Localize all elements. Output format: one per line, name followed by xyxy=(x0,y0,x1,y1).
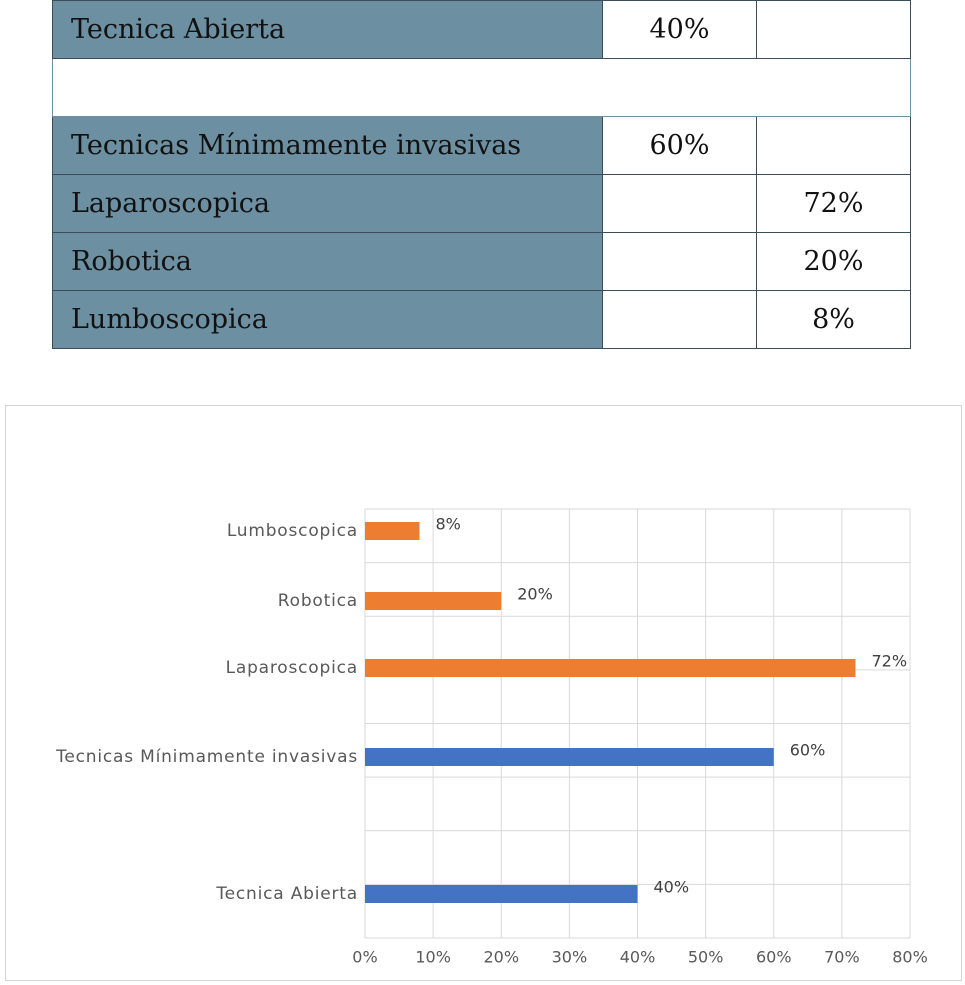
bar-chart xyxy=(1,1,965,985)
x-tick-label: 30% xyxy=(551,947,588,967)
bar-laparoscopica xyxy=(365,659,856,677)
x-tick-label: 40% xyxy=(619,947,656,967)
data-label: 20% xyxy=(517,584,553,604)
x-tick-label: 20% xyxy=(483,947,520,967)
table-cell-value: 40% xyxy=(603,1,757,59)
bar-lumboscopica xyxy=(365,522,420,540)
table-cell-value: 8% xyxy=(757,291,911,349)
bar-tecnicas-m-nimamente-invasivas xyxy=(365,748,774,766)
chart-container xyxy=(5,405,962,981)
bar-tecnica-abierta xyxy=(365,885,638,903)
chart-bars xyxy=(365,522,856,903)
chart-value-labels xyxy=(436,515,908,897)
table-cell-label: Laparoscopica xyxy=(53,175,603,233)
chart-x-tick-labels xyxy=(352,948,927,967)
table-cell-value: 72% xyxy=(757,175,911,233)
data-label: 72% xyxy=(871,651,908,671)
table-cell-value: 60% xyxy=(603,117,757,175)
x-tick-label: 60% xyxy=(755,947,792,967)
x-tick-label: 80% xyxy=(892,947,928,967)
chart-grid xyxy=(365,509,910,938)
x-tick-label: 0% xyxy=(352,947,378,967)
chart-category-labels xyxy=(55,521,358,904)
data-label: 40% xyxy=(653,877,690,897)
category-label: Tecnica Abierta xyxy=(216,884,358,904)
category-label: Lumboscopica xyxy=(226,521,358,541)
table-cell-label: Tecnicas Mínimamente invasivas xyxy=(53,117,603,175)
bar-robotica xyxy=(365,592,501,610)
category-label: Laparoscopica xyxy=(225,658,358,678)
table-cell-label: Lumboscopica xyxy=(53,291,603,349)
table-cell-label: Tecnica Abierta xyxy=(53,1,603,59)
category-label: Tecnicas Mínimamente invasivas xyxy=(56,747,358,767)
data-label: 8% xyxy=(435,514,461,534)
table-cell-value: 20% xyxy=(757,233,911,291)
x-tick-label: 50% xyxy=(687,947,724,967)
data-label: 60% xyxy=(789,740,826,760)
table-cell-label: Robotica xyxy=(53,233,603,291)
category-label: Robotica xyxy=(277,591,358,611)
x-tick-label: 70% xyxy=(824,947,860,967)
x-tick-label: 10% xyxy=(415,947,451,967)
